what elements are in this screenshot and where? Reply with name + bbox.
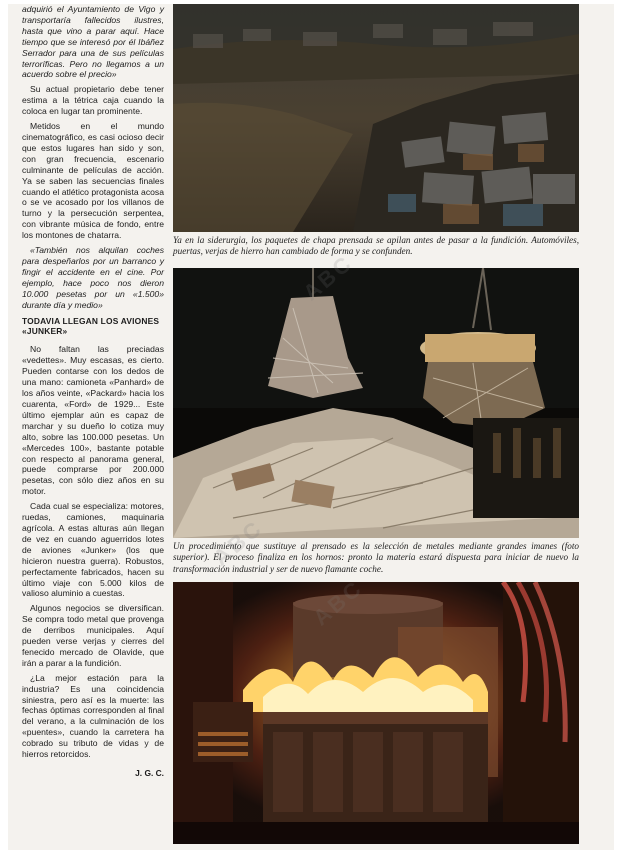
article-paragraph: Su actual propietario debe tener estima a la tétrica caja cuando la coloca en lugar tan prominente. bbox=[22, 84, 164, 117]
section-subheading: TODAVIA LLEGAN LOS AVIONES «JUNKER» bbox=[22, 316, 160, 337]
article-paragraph: adquirió el Ayuntamiento de Vigo y transportaría fallecidos ilustres, hasta que vino a parar aquí. Hace tiempo que se interesó por él Ibáñez Serrador para una de sus películas terroríficas. Pero no llegamos a un acuerdo sobre el precio» bbox=[22, 4, 164, 80]
photo-caption-2: Un procedimiento que sustituye al prensado es la selección de metales mediante grandes imanes (foto superior). El proceso finaliza en los hornos: pronto la materia estará dispuesta para iniciar de nuevo la transformación industrial y ser de nuevo flamante coche. bbox=[173, 541, 579, 574]
article-paragraph: No faltan las preciadas «vedettes». Muy escasas, es cierto. Pueden contarse con los dedos de una mano: camioneta «Panhard» de los años veinte, «Packard» hacia los cuarenta, «Ford» de 1929... Este último ejemplar aún es capaz de marchar y su dueño lo cotiza muy alto, sobre las 100.000 pesetas. Un «Mercedes 100», bastante potable con respecto al panorama general, puede comprarse por 200.000 pesetas, con sólo diez años en su motor. bbox=[22, 344, 164, 497]
pressed-scrap-bales-photo bbox=[173, 4, 579, 232]
article-paragraph: Algunos negocios se diversifican. Se compra todo metal que provenga de derribos municipales. Aquí pueden verse verjas y cierres del fenecido mercado de Olavide, que irán a parar a la fundición. bbox=[22, 603, 164, 668]
article-paragraph: Metidos en el mundo cinematográfico, es casi ocioso decir que estos lugares han sido y son, con gran frecuencia, escenario culminante de películas de acción. Ya se saben las secuencias finales cuando el atlético protagonista acosa o se ve acosado por los villanos de turno y la persecución serpentea, con vibrante música de fondo, entre los montones de chatarra. bbox=[22, 121, 164, 241]
scrap-magnets-photo bbox=[173, 268, 579, 538]
article-paragraph: ¿La mejor estación para la industria? Es una coincidencia siniestra, pero así es la muerte: las fechas óptimas corresponden al final del verano, a la culminación de los «puentes», cuando la carretera ha cobrado su tributo de vidas y de hierros retorcidos. bbox=[22, 672, 164, 760]
author-signature: J. G. C. bbox=[135, 768, 164, 778]
photo-caption-1: Ya en la siderurgia, los paquetes de chapa prensada se apilan antes de pasar a la fundición. Automóviles, puertas, verjas de hierro han cambiado de forma y se confunden. bbox=[173, 235, 579, 257]
furnace-photo bbox=[173, 582, 579, 844]
article-paragraph: «También nos alquilan coches para despeñarlos por un barranco y fingir el accidente en el cine. Por ejemplo, hace poco nos dieron 10.000 pesetas por un «1.500» durante día y medio» bbox=[22, 245, 164, 310]
article-paragraph: Cada cual se especializa: motores, ruedas, camiones, maquinaria agrícola. A estas alturas aún llegan de vez en cuando aguerridos lotes de aviones «Junker» (los que hicieron nuestra guerra). Robustos, perfectamente fabricados, hacen su último viaje con 5.000 kilos de valioso aluminio a cuestas. bbox=[22, 501, 164, 599]
article-column bbox=[22, 4, 164, 779]
